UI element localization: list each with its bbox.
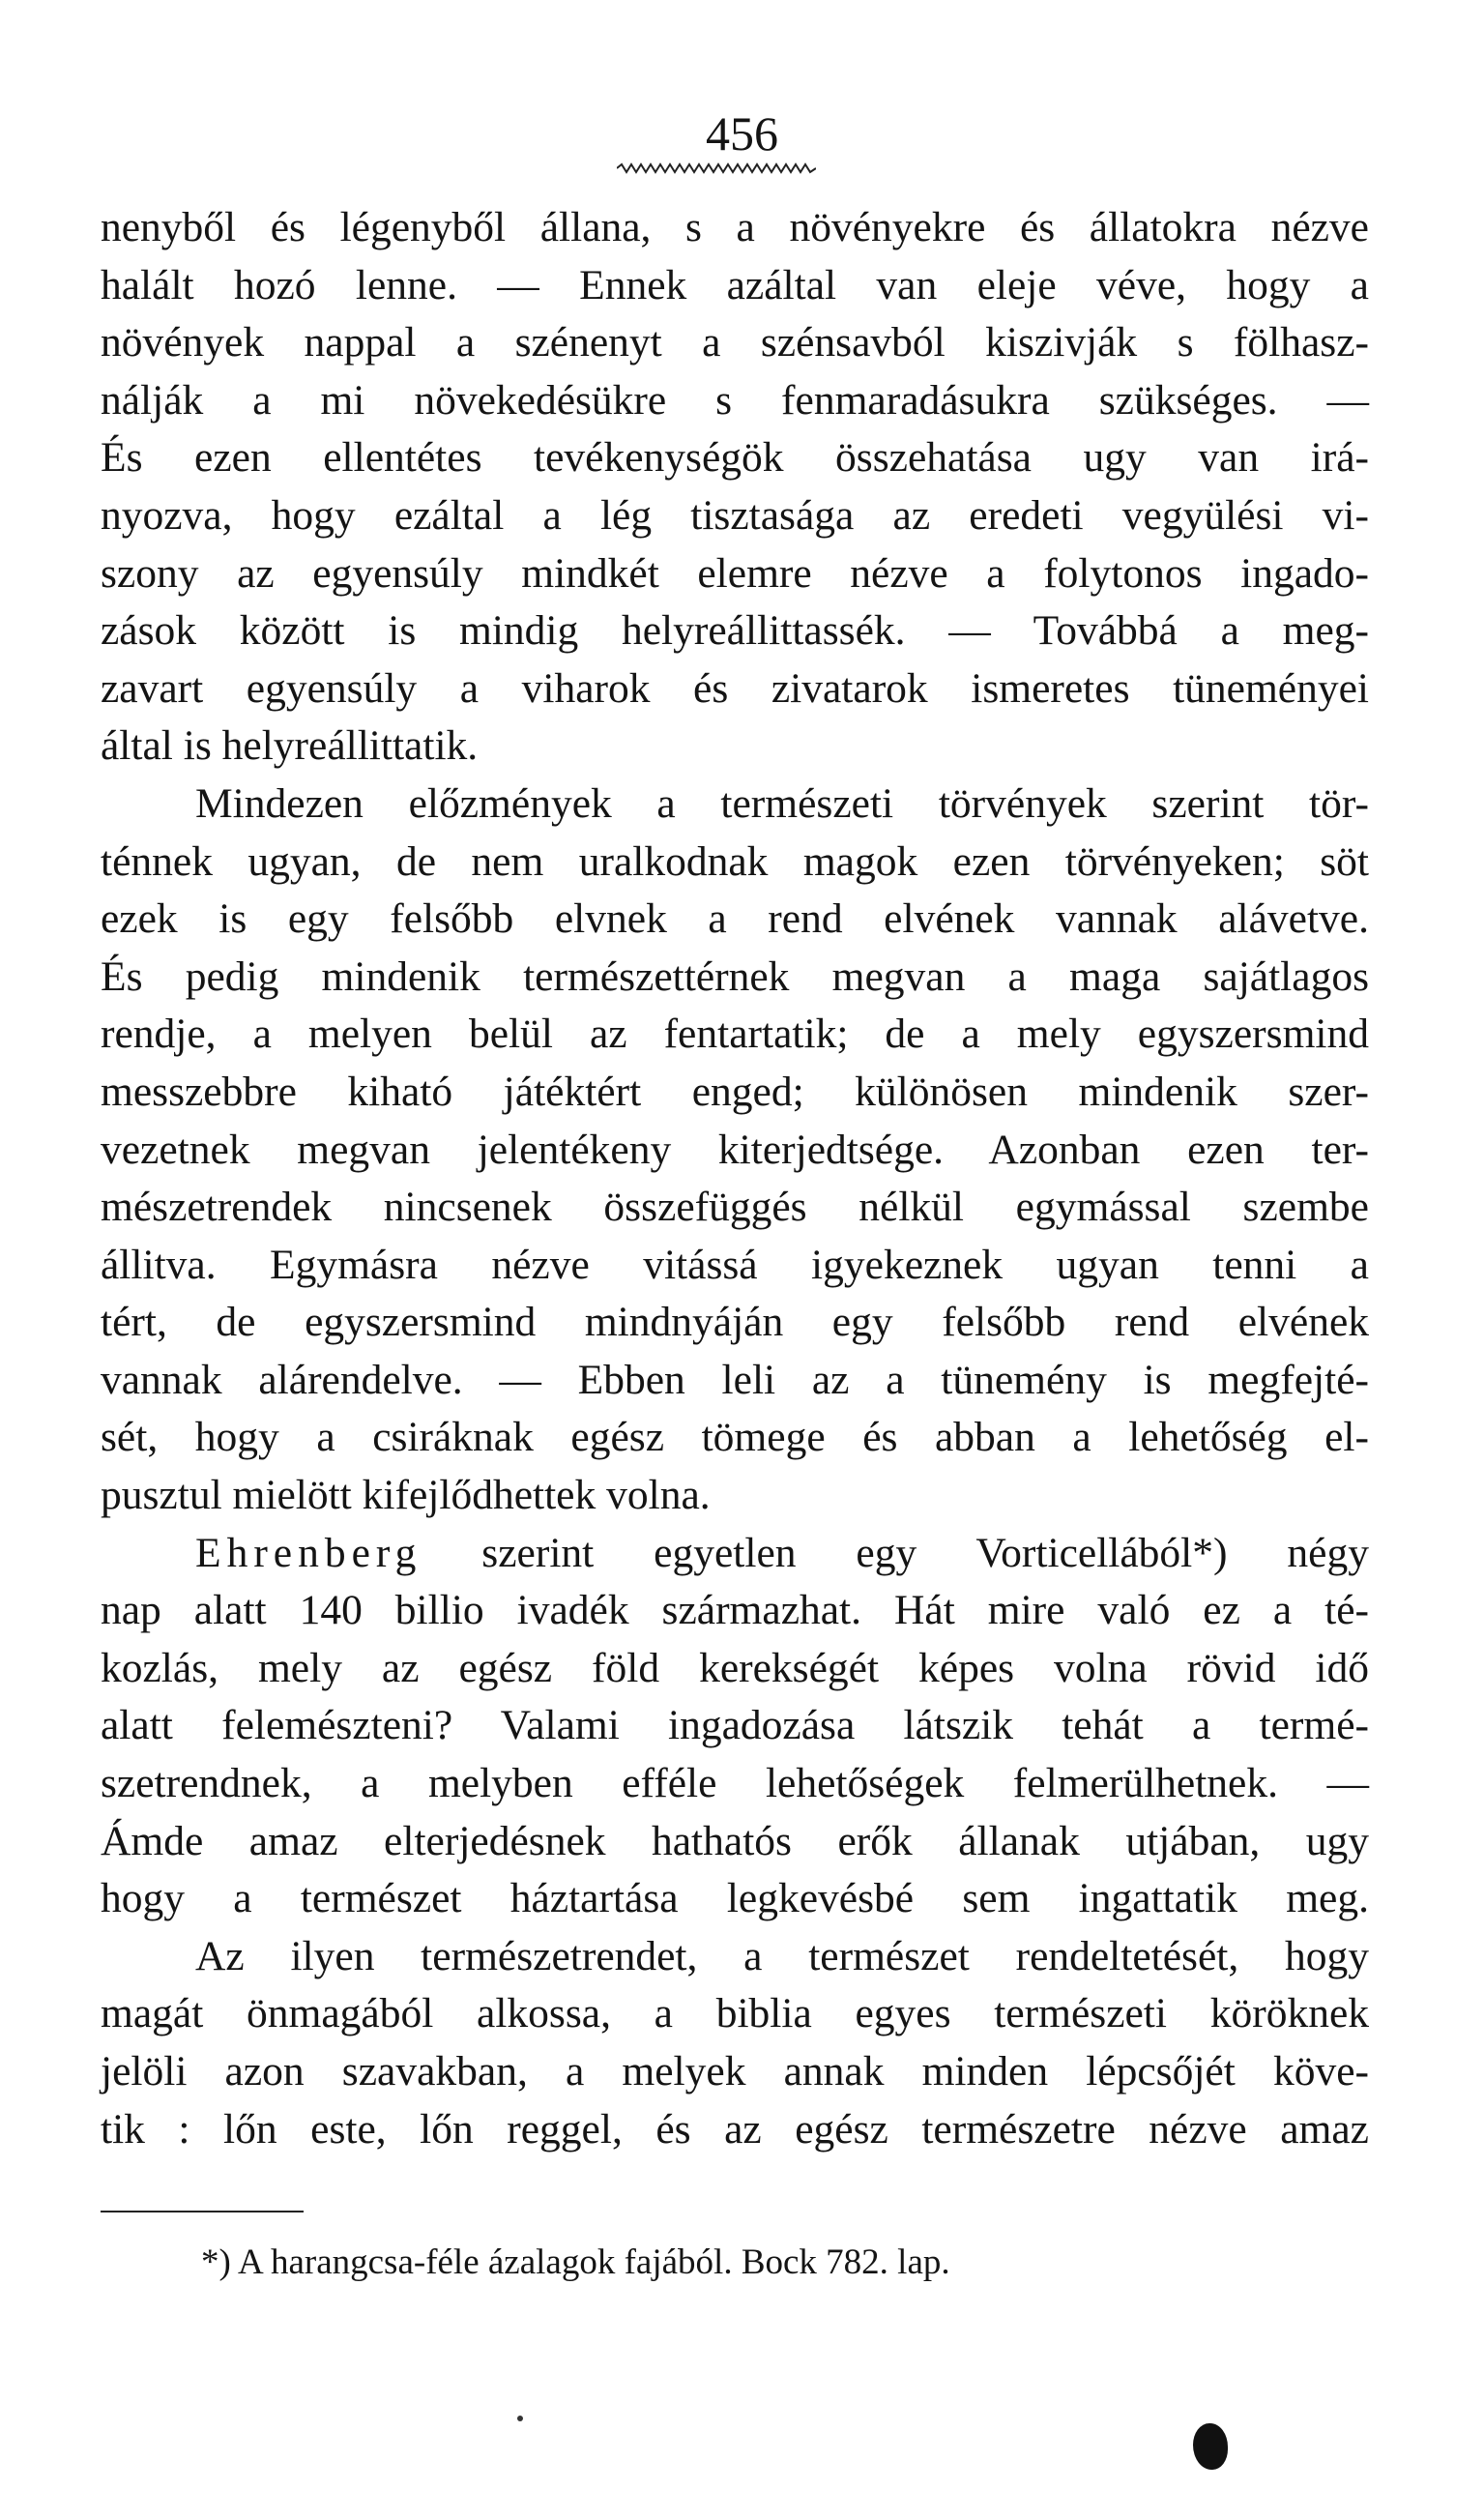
- text-line: nenyből és légenyből állana, s a növényekre és állatokra nézve: [101, 204, 1369, 250]
- text-line: szetrendnek, a melyben efféle lehetőségek felmerülhetnek. —: [101, 1760, 1369, 1807]
- text-line: nyozva, hogy ezáltal a lég tisztasága az eredeti vegyülési vi-: [101, 491, 1369, 539]
- text-line: vannak alárendelve. — Ebben leli az a tünemény is megfejté-: [101, 1356, 1369, 1403]
- text-line: Mindezen előzmények a természeti törvények szerint tör-: [195, 779, 1369, 827]
- text-line: sét, hogy a csiráknak egész tömege és abban a lehetőség el-: [101, 1414, 1369, 1461]
- text-line: nap alatt 140 billio ivadék származhat. Hát mire való ez a té-: [101, 1587, 1369, 1634]
- text-line: És pedig mindenik természettérnek megvan a maga sajátlagos: [101, 952, 1369, 1000]
- text-line: ténnek ugyan, de nem uralkodnak magok ezen törvényeken; söt: [101, 837, 1369, 885]
- text-line: szony az egyensúly mindkét elemre nézve a folytonos ingado-: [101, 549, 1369, 597]
- page-number: 456: [706, 106, 778, 161]
- text-line: vezetnek megvan jelentékeny kiterjedtsége. Azonban ezen ter-: [101, 1126, 1369, 1173]
- page-number-ornament: [617, 162, 816, 174]
- text-line: halált hozó lenne. — Ennek azáltal van eleje véve, hogy a: [101, 261, 1369, 308]
- text-line: zavart egyensúly a viharok és zivatarok ismeretes tüneményei: [101, 664, 1369, 712]
- text-line: zások között is mindig helyreállittassék. — Továbbá a meg-: [101, 607, 1369, 655]
- ornament-wave: [617, 164, 816, 172]
- text-line: Az ilyen természetrendet, a természet rendeltetését, hogy: [195, 1932, 1369, 1979]
- text-line: És ezen ellentétes tevékenységök összehatása ugy van irá-: [101, 434, 1369, 482]
- author-name: Ehrenberg: [195, 1529, 422, 1576]
- text-line: magát önmagából alkossa, a biblia egyes természeti köröknek: [101, 1990, 1369, 2037]
- ink-blot: [1193, 2423, 1228, 2470]
- text-line-rest: szerint egyetlen egy Vorticellából*) négy: [481, 1529, 1369, 1576]
- text-line: [101, 1525, 1369, 1583]
- text-line: messzebbre kiható játéktért enged; különösen mindenik szer-: [101, 1068, 1369, 1115]
- text-line: tért, de egyszersmind mindnyáján egy felsőbb rend elvének: [101, 1299, 1369, 1346]
- ink-speck: [517, 2416, 523, 2421]
- text-line: ezek is egy felsőbb elvnek a rend elvének vannak alávetve.: [101, 895, 1369, 943]
- text-line: növények nappal a szénenyt a szénsavból kiszivják s fölhasz-: [101, 319, 1369, 366]
- body-text: [101, 199, 1369, 2158]
- text-line: alatt felemészteni? Valami ingadozása látszik tehát a termé-: [101, 1702, 1369, 1749]
- text-line: Ámde amaz elterjedésnek hathatós erők állanak utjában, ugy: [101, 1817, 1369, 1864]
- text-line: nálják a mi növekedésükre s fenmaradásukra szükséges. —: [101, 376, 1369, 424]
- text-line: által is helyreállittatik.: [101, 722, 479, 770]
- footnote: *) A harangcsa-féle ázalagok fajából. Bock 782. lap.: [201, 2242, 950, 2282]
- text-line: jelöli azon szavakban, a melyek annak minden lépcsőjét köve-: [101, 2048, 1369, 2095]
- text-line: mészetrendek nincsenek összefüggés nélkül egymással szembe: [101, 1184, 1369, 1231]
- footnote-rule: [101, 2211, 304, 2212]
- text-line: tik : lőn este, lőn reggel, és az egész természetre nézve amaz: [101, 2105, 1369, 2153]
- text-line: pusztul mielött kifejlődhettek volna.: [101, 1472, 711, 1519]
- text-line: kozlás, mely az egész föld kerekségét képes volna rövid idő: [101, 1644, 1369, 1691]
- text-line: rendje, a melyen belül az fentartatik; de a mely egyszersmind: [101, 1011, 1369, 1058]
- text-line: hogy a természet háztartása legkevésbé sem ingattatik meg.: [101, 1875, 1369, 1922]
- text-line: állitva. Egymásra nézve vitássá igyekeznek ugyan tenni a: [101, 1241, 1369, 1288]
